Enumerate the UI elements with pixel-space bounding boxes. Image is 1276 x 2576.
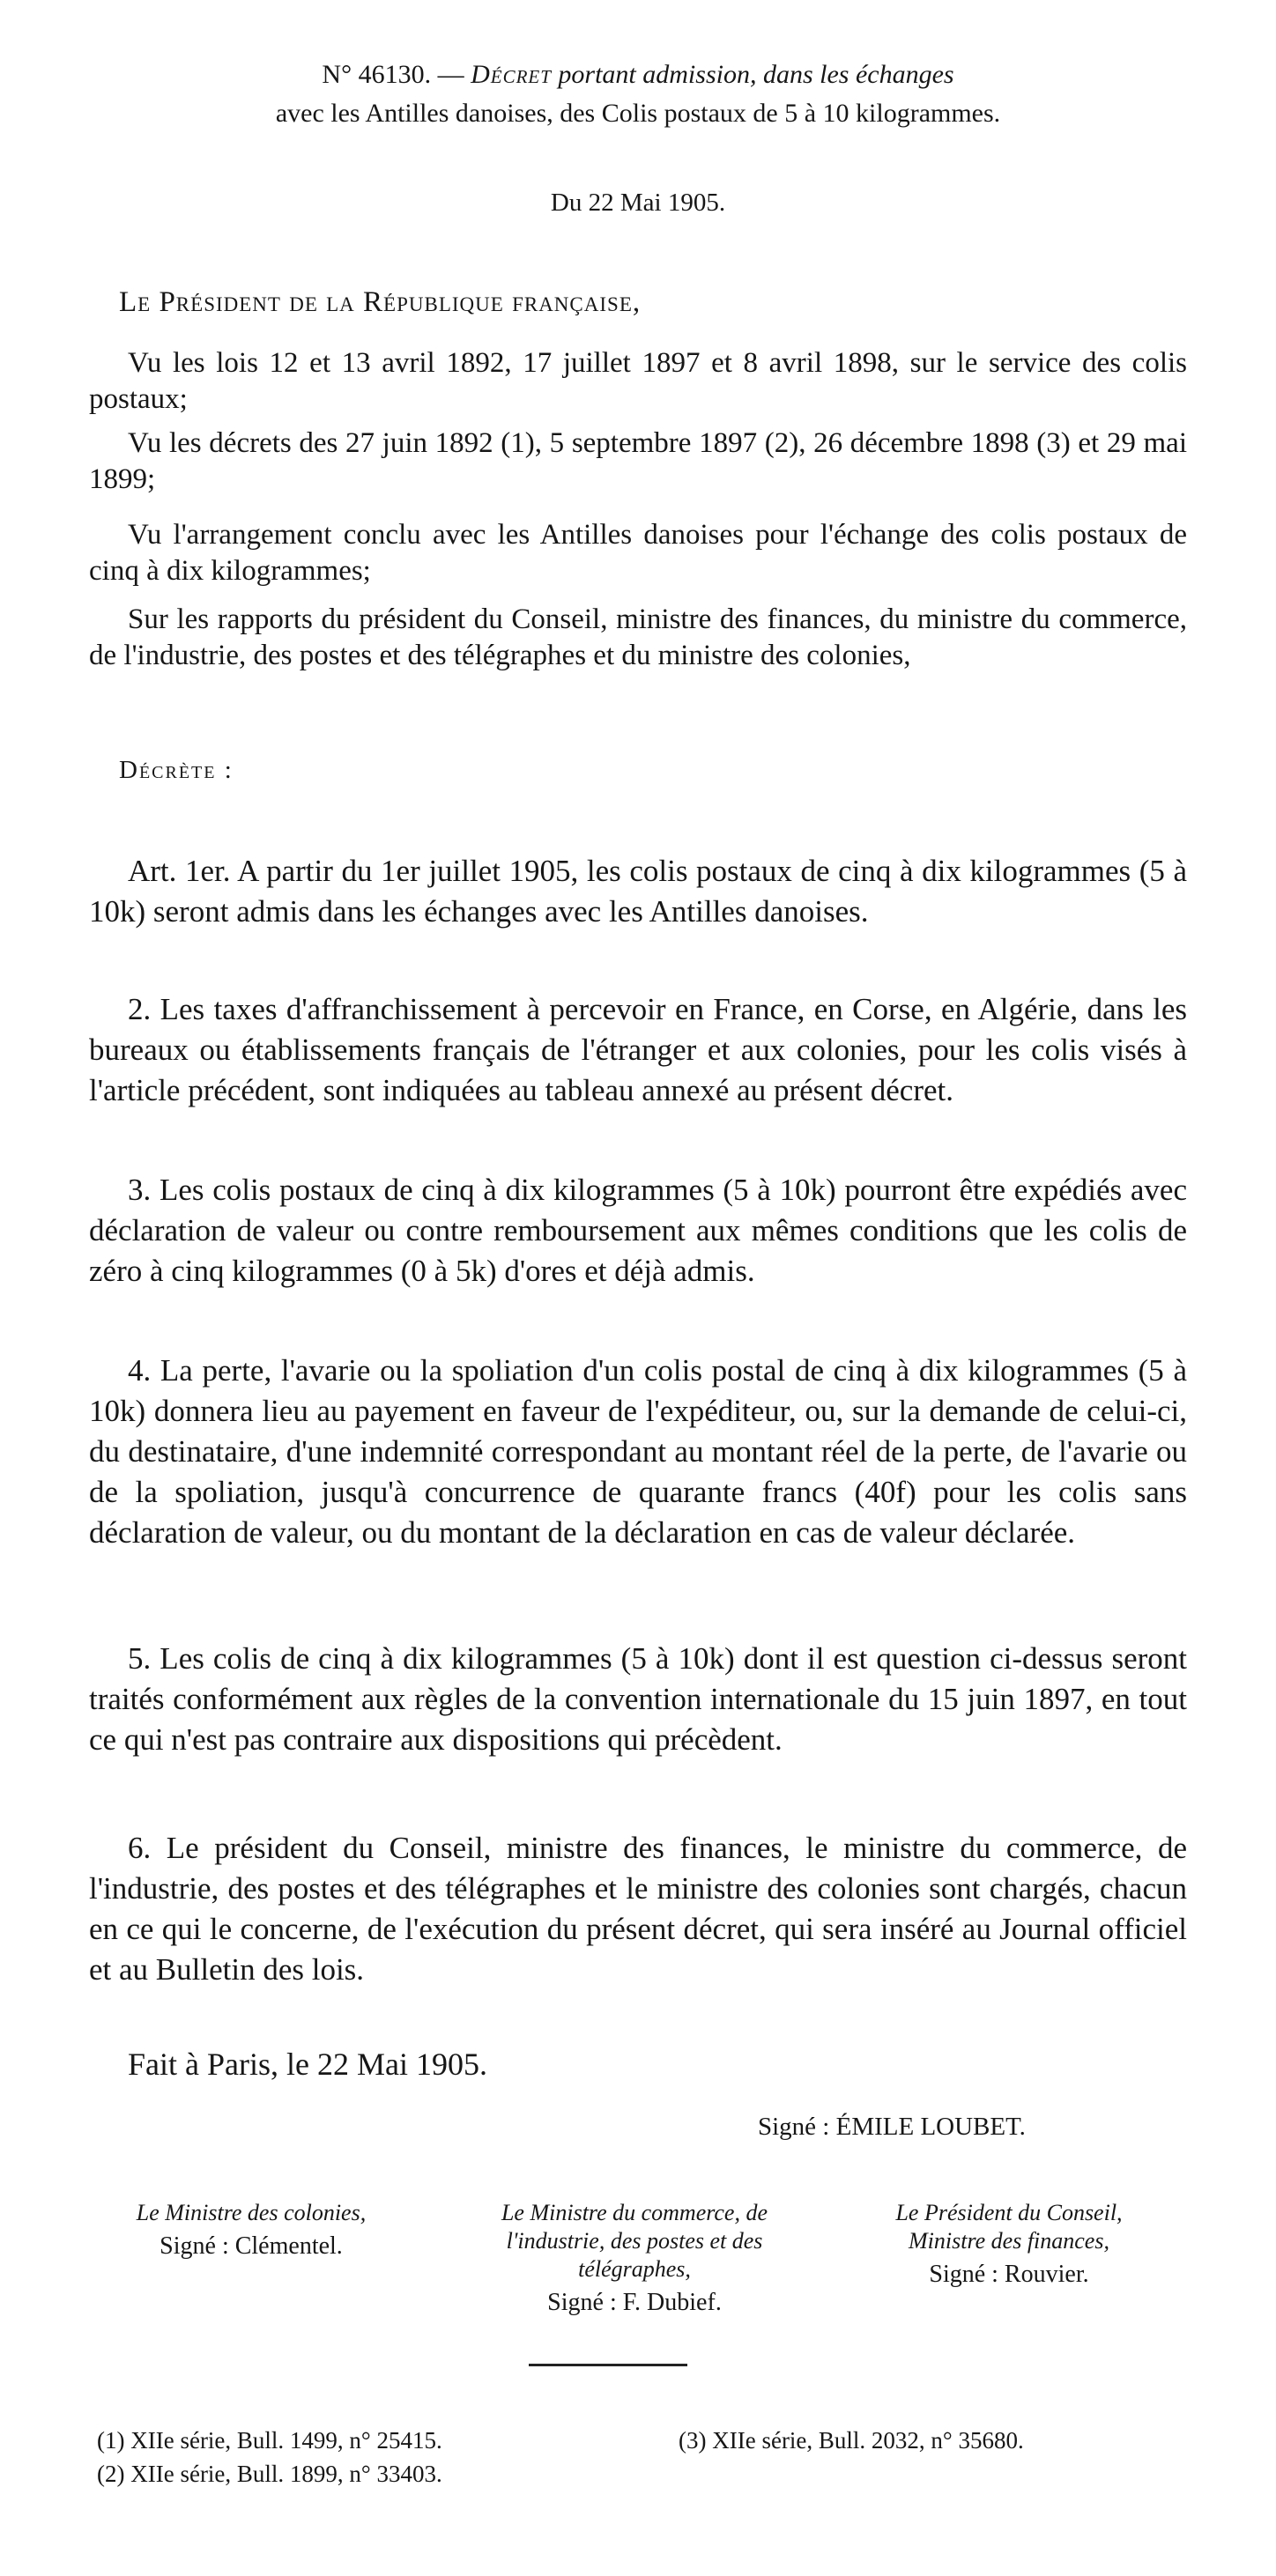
minister-title-commerce: Le Ministre du commerce, de l'industrie, des postes et des télégraphes, — [501, 2200, 768, 2282]
decree-title-rest: portant admission, dans les échanges — [551, 60, 954, 89]
considerant-3: Vu l'arrangement conclu avec les Antilles danoises pour l'échange des colis postaux de cinq à dix kilogrammes; — [89, 519, 1187, 587]
signature-commerce — [467, 2199, 802, 2317]
article-1: Art. 1er. A partir du 1er juillet 1905, les colis postaux de cinq à dix kilogrammes (5 à 10k) seront admis dans les échanges avec les Antilles danoises. — [89, 854, 1187, 929]
considerant-4: Sur les rapports du président du Conseil, ministre des finances, du ministre du commerce, de l'industrie, des postes et des télégraphes et du ministre des colonies, — [89, 603, 1187, 671]
considerant-1: Vu les lois 12 et 13 avril 1892, 17 juillet 1897 et 8 avril 1898, sur le service des colis postaux; — [89, 347, 1187, 415]
separator-rule — [529, 2364, 687, 2366]
footnote-2: (2) XIIe série, Bull. 1899, n° 33403. — [97, 2461, 442, 2487]
minister-signed-conseil: Signé : Rouvier. — [929, 2261, 1089, 2288]
article-5: 5. Les colis de cinq à dix kilogrammes (5 à 10k) dont il est question ci-dessus seront traités conformément aux règles de la convention internationale du 15 juin 1897, en tout ce qui n'est pas contraire aux dispositions qui précèdent. — [89, 1641, 1187, 1757]
considerant-2: Vu les décrets des 27 juin 1892 (1), 5 septembre 1897 (2), 26 décembre 1898 (3) et 29 mai 1899; — [89, 427, 1187, 495]
minister-title-colonies: Le Ministre des colonies, — [136, 2200, 367, 2225]
fait-a-paris: Fait à Paris, le 22 Mai 1905. — [128, 2047, 487, 2082]
article-6: 6. Le président du Conseil, ministre des finances, le ministre du commerce, de l'industrie, des postes et des télégraphes et le ministre des colonies sont chargés, chacun en ce qui le concerne, de l'exécution du présent décret, qui sera inséré au Journal officiel et au Bulletin des lois. — [89, 1831, 1187, 1987]
footnote-1: (1) XIIe série, Bull. 1499, n° 25415. — [97, 2427, 442, 2454]
article-4: 4. La perte, l'avarie ou la spoliation d'un colis postal de cinq à dix kilogrammes (5 à 10k) donnera lieu au payement en faveur de l'expéditeur, ou, sur la demande de celui-ci, du destinataire, d'une indemnité correspondant au montant réel de la perte, de l'avarie ou de la spoliation, jusqu'à concurrence de quarante francs (40f) pour les colis sans déclaration de valeur, ou du montant de la déclaration en cas de valeur déclarée. — [89, 1353, 1187, 1550]
minister-signed-commerce: Signé : F. Dubief. — [547, 2289, 722, 2316]
minister-title-conseil: Le Président du Conseil, Ministre des finances, — [895, 2200, 1123, 2254]
article-2: 2. Les taxes d'affranchissement à percevoir en France, en Corse, en Algérie, dans les bureaux ou établissements français de l'étranger et aux colonies, pour les colis visés à l'article précédent, sont indiquées au tableau annexé au présent décret. — [89, 992, 1187, 1107]
decrete-heading: Décrète : — [119, 756, 234, 784]
decree-title-line2: avec les Antilles danoises, des Colis postaux de 5 à 10 kilogrammes. — [275, 99, 1001, 128]
decree-date: Du 22 Mai 1905. — [550, 189, 726, 217]
signed-president: Signé : ÉMILE LOUBET. — [758, 2113, 1026, 2141]
signature-colonies — [88, 2199, 414, 2261]
decree-title-line1 — [0, 60, 1276, 90]
decree-number: N° 46130. — — [322, 60, 464, 89]
decree-title-sc: Décret — [471, 60, 552, 89]
footnote-3: (3) XIIe série, Bull. 2032, n° 35680. — [679, 2427, 1024, 2454]
signature-president-conseil — [864, 2199, 1154, 2289]
president-heading: Le Président de la République française, — [119, 286, 642, 318]
minister-signed-colonies: Signé : Clémentel. — [160, 2232, 343, 2260]
article-3: 3. Les colis postaux de cinq à dix kilogrammes (5 à 10k) pourront être expédiés avec déclaration de valeur ou contre remboursement aux mêmes conditions que les colis de zéro à cinq kilogrammes (0 à 5k) d'ores et déjà admis. — [89, 1173, 1187, 1288]
